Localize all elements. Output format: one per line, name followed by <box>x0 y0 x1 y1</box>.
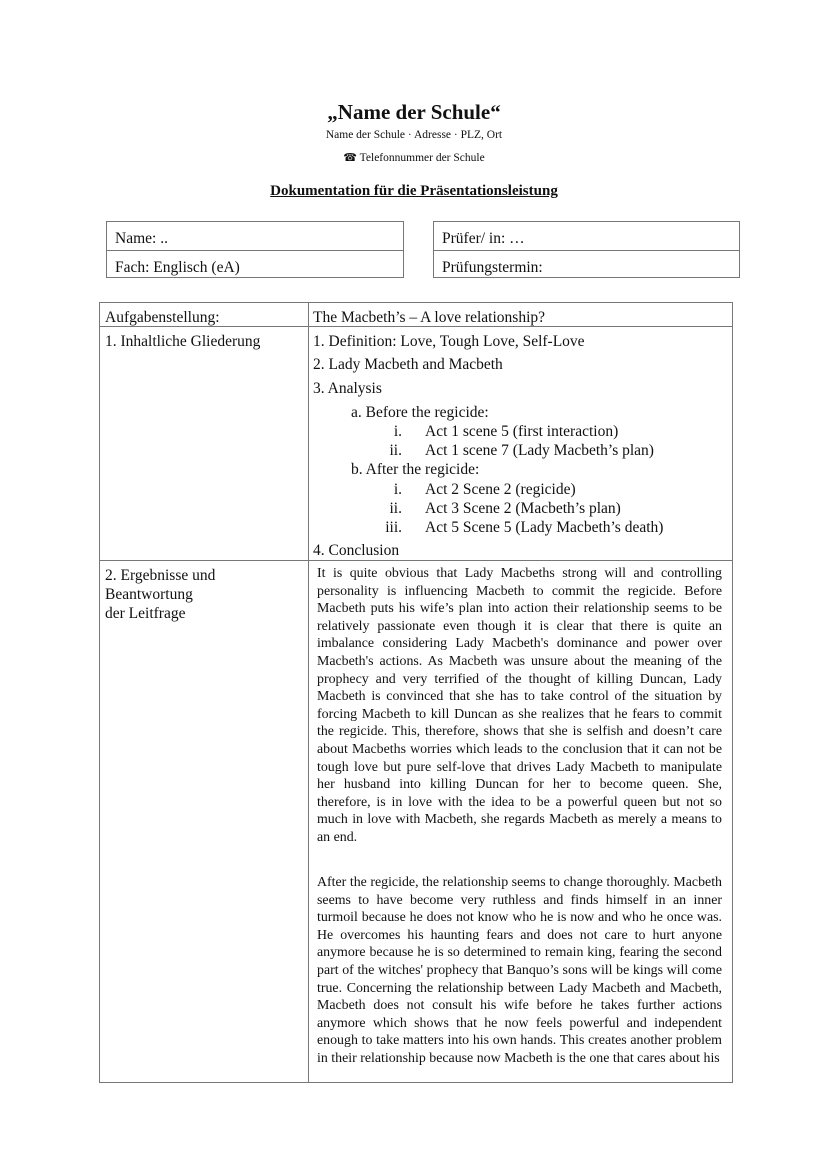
outline-text: Act 1 scene 7 (Lady Macbeth’s plan) <box>425 442 654 459</box>
task-label: Aufgabenstellung: <box>105 309 220 326</box>
outline-subitem: a. Before the regicide: <box>351 404 489 421</box>
outline-numeral: ii. <box>389 442 402 459</box>
outline-numeral: i. <box>393 423 402 440</box>
exam-date-field: Prüfungstermin: <box>434 250 739 278</box>
documentation-table <box>99 302 733 1083</box>
outline-text: Act 5 Scene 5 (Lady Macbeth’s death) <box>425 519 664 536</box>
info-box-exam <box>433 221 740 278</box>
outline-item: 4. Conclusion <box>313 542 400 559</box>
outline-item: 1. Definition: Love, Tough Love, Self-Love <box>313 333 585 350</box>
results-paragraph-2: After the regicide, the relationship seems to change thoroughly. Macbeth seems to have become very ruthless and finds himself in an inner turmoil because he does not know who he is now and who he once was. He overcomes his haunting fears and does not care to hurt anyone anymore because he is so determined to remain king, fearing the second part of the witches' prophecy that Banquo’s sons will be kings will come true. Concerning the relationship between Lady Macbeth and Macbeth, Macbeth does not consult his wife before he takes further actions anymore which shows that he now feels powerful and independent enough to take matters into his own hands. This creates another problem in their relationship because now Macbeth is the one that cares about his <box>317 875 722 1066</box>
school-address: Name der Schule · Adresse · PLZ, Ort <box>325 129 503 141</box>
results-paragraph-1: It is quite obvious that Lady Macbeths strong will and controlling personality is influencing Macbeth to commit the regicide. Before Macbeth puts his wife’s plan into action their relationship seems to be relatively passionate even though it is clear that there is quite an imbalance considering Lady Macbeth's dominance and power over Macbeth's actions. As Macbeth was unsure about the meaning of the prophecy and very terrified of the thought of killing Duncan, Lady Macbeth is convinced that she has to take control of the situation by forcing Macbeth to kill Duncan as she realizes that he fears to commit the regicide. This, therefore, shows that she is selfish and doesn’t care about Macbeths worries which leads to the conclusion that it can not be tough love but pure self-love that drives Lady Macbeth to manipulate her husband into killing Duncan for her to become queen. She, therefore, is in love with the idea to be a powerful queen but not so much in love with Macbeth, she regards Macbeth as merely a means to an end. <box>317 566 722 845</box>
school-phone-text: Telefonnummer der Schule <box>359 152 485 164</box>
school-phone-line <box>0 151 828 164</box>
results-label-line: Beantwortung <box>105 586 193 603</box>
school-name: „Name der Schule“ <box>327 100 501 124</box>
results-label-line: 2. Ergebnisse und <box>105 567 216 584</box>
name-field: Name: .. <box>115 230 168 247</box>
document-title: Dokumentation für die Präsentationsleistung <box>270 183 558 199</box>
outline-subitem: b. After the regicide: <box>351 461 480 478</box>
outline-text: Act 3 Scene 2 (Macbeth’s plan) <box>425 500 621 517</box>
telephone-icon: ☎ <box>343 151 357 164</box>
outline-numeral: iii. <box>385 519 402 536</box>
outline-label: 1. Inhaltliche Gliederung <box>105 333 261 350</box>
outline-item: 2. Lady Macbeth and Macbeth <box>313 356 503 373</box>
outline-numeral: ii. <box>389 500 402 517</box>
table-column-divider <box>308 303 309 1082</box>
outline-text: Act 2 Scene 2 (regicide) <box>425 481 576 498</box>
outline-numeral: i. <box>393 481 402 498</box>
results-label <box>105 566 303 623</box>
results-label-line: der Leitfrage <box>105 605 186 622</box>
outline-text: Act 1 scene 5 (first interaction) <box>425 423 619 440</box>
examiner-field: Prüfer/ in: … <box>442 230 525 247</box>
info-box-student <box>106 221 404 278</box>
subject-field: Fach: Englisch (eA) <box>107 250 403 278</box>
table-row-divider <box>100 560 732 561</box>
outline-item: 3. Analysis <box>313 380 382 397</box>
task-value: The Macbeth’s – A love relationship? <box>313 309 546 326</box>
